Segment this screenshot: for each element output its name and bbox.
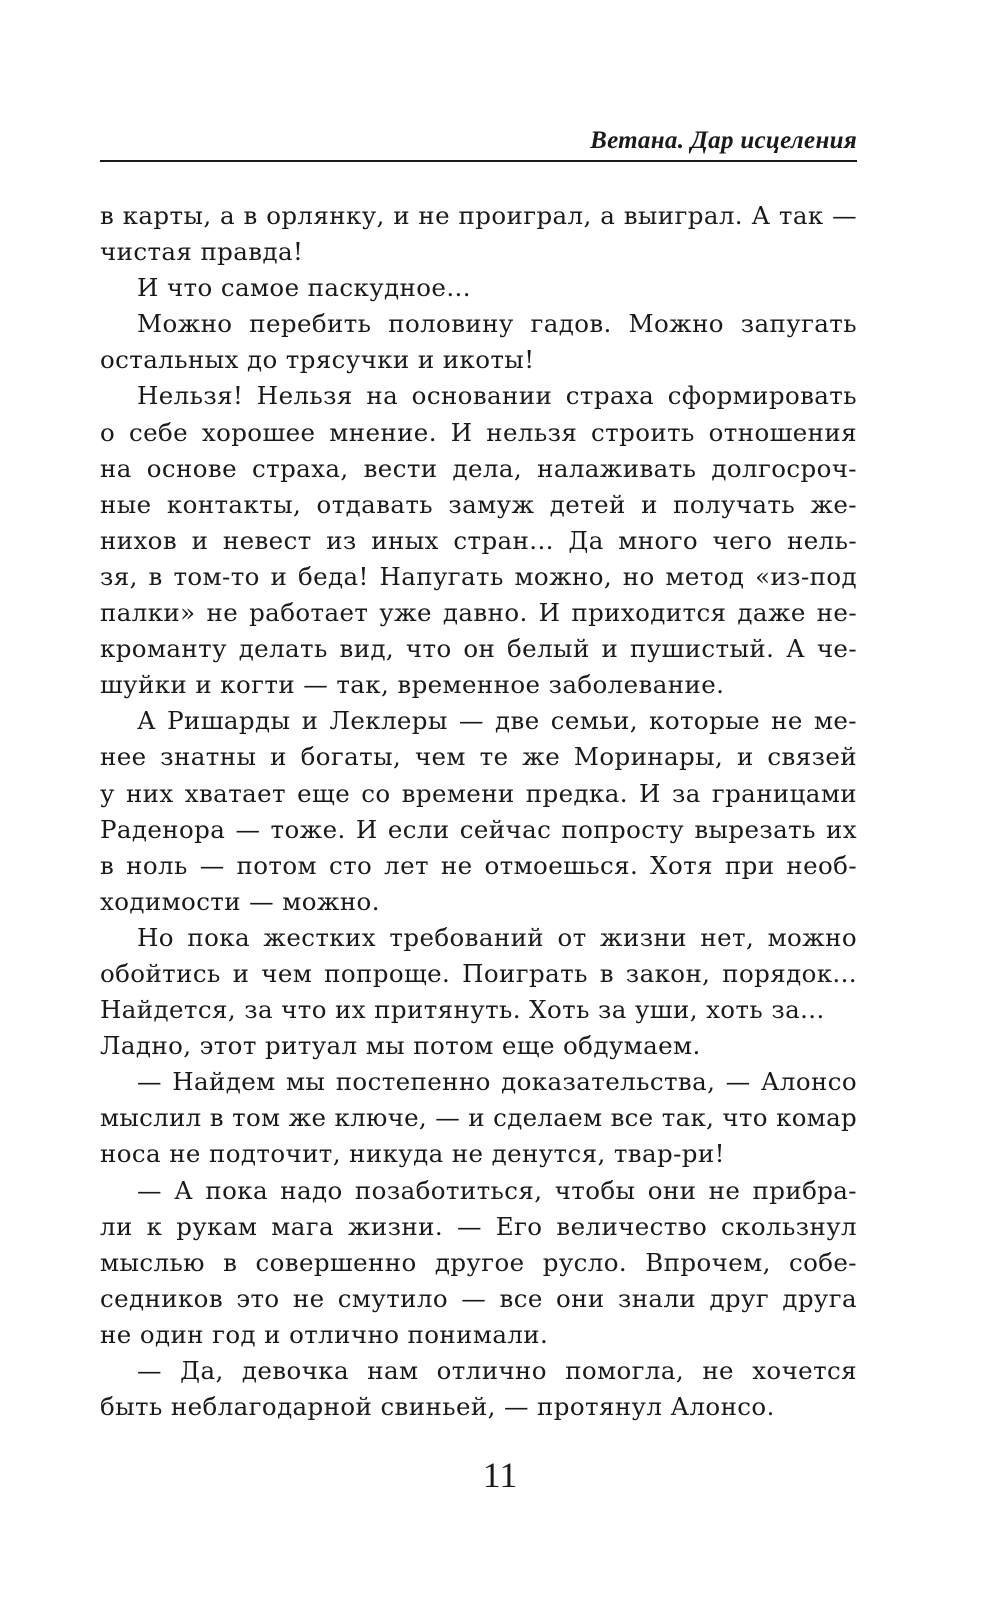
- text-line: нихов и невест из иных стран... Да много чего нель-: [100, 525, 857, 555]
- text-line: — А пока надо позаботиться, чтобы они не прибра-: [137, 1175, 857, 1205]
- text-line: о себе хорошее мнение. И нельзя строить отношения: [100, 417, 857, 447]
- text-line: Найдется, за что их притянуть. Хоть за уши, хоть за...: [100, 995, 825, 1025]
- text-line: у них хватает еще со времени предка. И за границами: [100, 778, 857, 808]
- text-line: А Ришарды и Леклеры — две семьи, которые не ме-: [137, 706, 857, 736]
- text-line: в ноль — потом сто лет не отмоешься. Хотя при необ-: [100, 850, 857, 880]
- text-line: ходимости — можно.: [100, 886, 380, 916]
- text-line: ли к рукам мага жизни. — Его величество скользнул: [100, 1211, 857, 1241]
- text-line: обойтись и чем попроще. Поиграть в закон, порядок...: [100, 958, 857, 988]
- text-line: палки» не работает уже давно. И приходится даже не-: [100, 598, 857, 628]
- text-line: седников это не смутило — все они знали друг друга: [100, 1283, 857, 1313]
- text-line: мыслил в том же ключе, — и сделаем все так, что комар: [100, 1103, 857, 1133]
- text-line: Но пока жестких требований от жизни нет, можно: [137, 922, 857, 952]
- text-line: на основе страха, вести дела, налаживать долгосроч-: [100, 453, 857, 483]
- text-line: остальных до трясучки и икоты!: [100, 345, 535, 375]
- text-line: чистая правда!: [100, 237, 304, 267]
- text-line: шуйки и когти — так, временное заболевание.: [100, 670, 725, 700]
- text-line: носа не подточит, никуда не денутся, твар-ри!: [100, 1139, 725, 1169]
- header-rule: [100, 160, 857, 162]
- text-line: — Да, девочка нам отлично помогла, не хочется: [137, 1356, 857, 1385]
- text-line: — Найдем мы постепенно доказательства, — Алонсо: [137, 1067, 857, 1097]
- text-line: в карты, а в орлянку, и не проиграл, а выиграл. А так —: [100, 201, 857, 230]
- text-line: Раденора — тоже. И если сейчас попросту вырезать их: [100, 814, 857, 844]
- text-line: не один год и отлично понимали.: [100, 1319, 549, 1349]
- body-text: [100, 198, 857, 1425]
- text-line: И что самое паскудное...: [137, 273, 471, 303]
- text-line: нее знатны и богаты, чем те же Моринары, и связей: [100, 742, 857, 772]
- text-line: Ладно, этот ритуал мы потом еще обдумаем.: [100, 1031, 701, 1061]
- text-line: ные контакты, отдавать замуж детей и получать же-: [100, 489, 857, 519]
- text-line: зя, в том-то и беда! Напугать можно, но метод «из-под: [100, 561, 857, 591]
- page-number: 11: [482, 1455, 518, 1495]
- running-header: Ветана. Дар исцеления: [590, 127, 857, 154]
- text-line: Нельзя! Нельзя на основании страха сформировать: [137, 381, 857, 411]
- text-line: кроманту делать вид, что он белый и пушистый. А че-: [100, 634, 857, 664]
- text-line: Можно перебить половину гадов. Можно запугать: [137, 309, 857, 339]
- text-line: быть неблагодарной свиньей, — протянул Алонсо.: [100, 1392, 775, 1422]
- text-line: мыслью в совершенно другое русло. Впрочем, собе-: [100, 1247, 857, 1277]
